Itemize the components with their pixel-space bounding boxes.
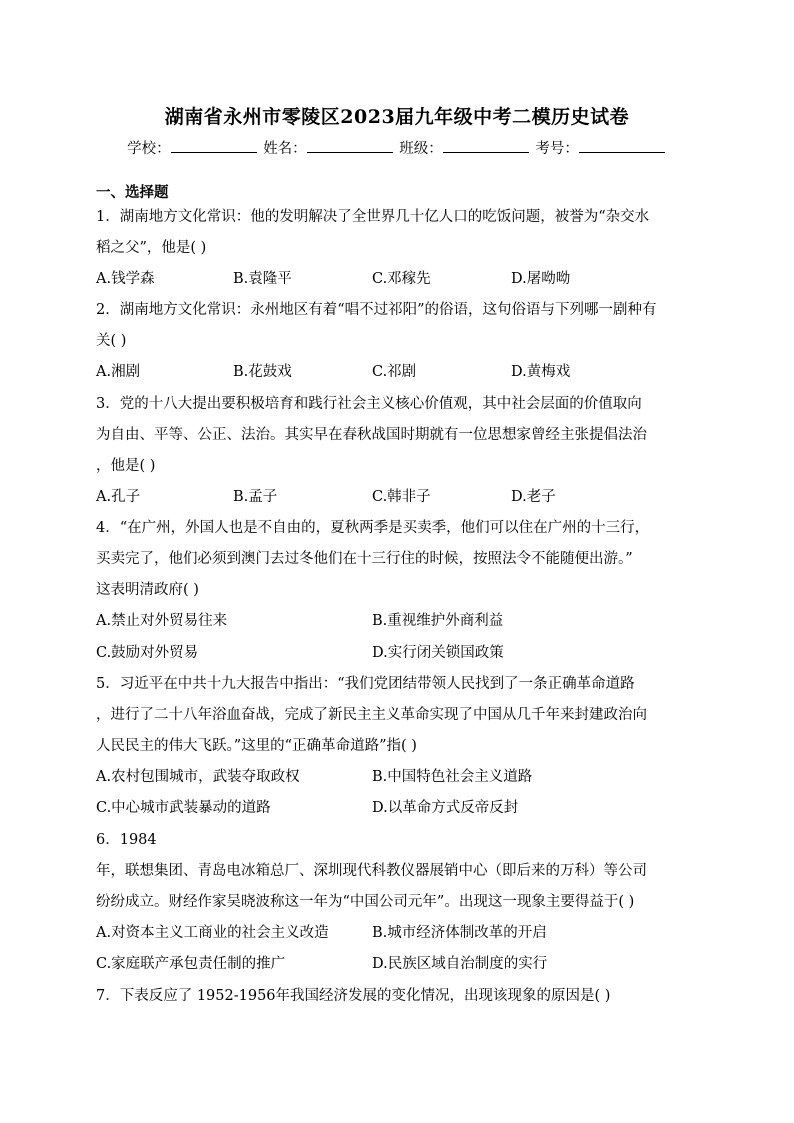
question-1-line-2: 稻之父”，他是( ): [96, 240, 207, 256]
question-2-option-c[interactable]: C.祁剧: [372, 364, 417, 380]
question-3-line-2: 为自由、平等、公正、法治。其实早在春秋战国时期就有一位思想家曾经主张提倡法治: [96, 427, 647, 443]
question-1-line-1: 1．湖南地方文化常识：他的发明解决了全世界几十亿人口的吃饭问题，被誉为“杂交水: [96, 209, 650, 225]
question-6-option-d[interactable]: D.民族区域自治制度的实行: [372, 956, 548, 972]
question-1-option-b[interactable]: B.袁隆平: [233, 271, 292, 287]
question-4-line-2: 买卖完了，他们必须到澳门去过冬他们在十三行住的时候，按照法令不能随便出游。”: [96, 551, 633, 567]
question-6-option-b[interactable]: B.城市经济体制改革的开启: [372, 925, 547, 941]
question-3-option-b[interactable]: B.孟子: [233, 489, 278, 505]
question-5-line-2: ，进行了二十八年浴血奋战，完成了新民主主义革命实现了中国从几千年来封建政治向: [96, 707, 647, 723]
question-3-option-c[interactable]: C.韩非子: [372, 489, 431, 505]
question-5-option-d[interactable]: D.以革命方式反帝反封: [372, 800, 519, 816]
question-3-option-a[interactable]: A.孔子: [96, 489, 141, 505]
name-blank[interactable]: [307, 138, 393, 153]
question-2-line-1: 2．湖南地方文化常识：永州地区有着“唱不过祁阳”的俗语，这句俗语与下列哪一剧种有: [96, 302, 657, 318]
question-2-option-d[interactable]: D.黄梅戏: [511, 364, 571, 380]
question-4-option-c[interactable]: C.鼓励对外贸易: [96, 645, 199, 661]
question-7-line-1: 7．下表反应了 1952-1956年我国经济发展的变化情况，出现该现象的原因是( ): [96, 988, 611, 1004]
question-5-option-a[interactable]: A.农村包围城市，武装夺取政权: [96, 769, 300, 785]
question-1-option-a[interactable]: A.钱学森: [96, 271, 155, 287]
question-1-option-d[interactable]: D.屠呦呦: [511, 271, 571, 287]
question-4-line-3: 这表明清政府( ): [96, 582, 199, 598]
question-6-line-2: 年，联想集团、青岛电冰箱总厂、深圳现代科教仪器展销中心（即后来的万科）等公司: [96, 863, 647, 879]
question-4-option-b[interactable]: B.重视维护外商利益: [372, 613, 504, 629]
exam-title: 湖南省永州市零陵区2023届九年级中考二模历史试卷: [164, 106, 630, 128]
school-blank[interactable]: [171, 138, 257, 153]
exam-number-blank[interactable]: [579, 138, 665, 153]
section-heading: 一、选择题: [96, 184, 169, 201]
question-6-line-3: 纷纷成立。财经作家吴晓波称这一年为“中国公司元年”。出现这一现象主要得益于( ): [96, 894, 635, 910]
question-2-option-a[interactable]: A.湘剧: [96, 364, 141, 380]
school-label: 学校：: [127, 141, 171, 157]
question-4-option-a[interactable]: A.禁止对外贸易往来: [96, 613, 228, 629]
question-6-option-a[interactable]: A.对资本主义工商业的社会主义改造: [96, 925, 329, 941]
question-5-line-3: 人民民主的伟大飞跃。”这里的“正确革命道路”指( ): [96, 738, 417, 754]
question-2-line-2: 关( ): [96, 333, 127, 349]
question-6-line-1: 6．1984: [96, 832, 157, 848]
question-4-line-1: 4．“在广州，外国人也是不自由的，夏秋两季是买卖季，他们可以住在广州的十三行，: [96, 520, 650, 536]
question-1-option-c[interactable]: C.邓稼先: [372, 271, 431, 287]
question-3-line-1: 3．党的十八大提出要积极培育和践行社会主义核心价值观，其中社会层面的价值取向: [96, 396, 642, 412]
question-3-option-d[interactable]: D.老子: [511, 489, 556, 505]
question-5-option-c[interactable]: C.中心城市武装暴动的道路: [96, 800, 271, 816]
class-label: 班级：: [399, 141, 443, 157]
student-info-line: [0, 137, 794, 158]
question-2-option-b[interactable]: B.花鼓戏: [233, 364, 292, 380]
exam-number-label: 考号：: [535, 141, 579, 157]
question-5-line-1: 5．习近平在中共十九大报告中指出：“我们党团结带领人民找到了一条正确革命道路: [96, 676, 635, 692]
class-blank[interactable]: [443, 138, 529, 153]
question-3-line-3: ，他是( ): [96, 458, 156, 474]
question-4-option-d[interactable]: D.实行闭关锁国政策: [372, 645, 504, 661]
question-5-option-b[interactable]: B.中国特色社会主义道路: [372, 769, 533, 785]
name-label: 姓名：: [263, 141, 307, 157]
question-6-option-c[interactable]: C.家庭联产承包责任制的推广: [96, 956, 286, 972]
